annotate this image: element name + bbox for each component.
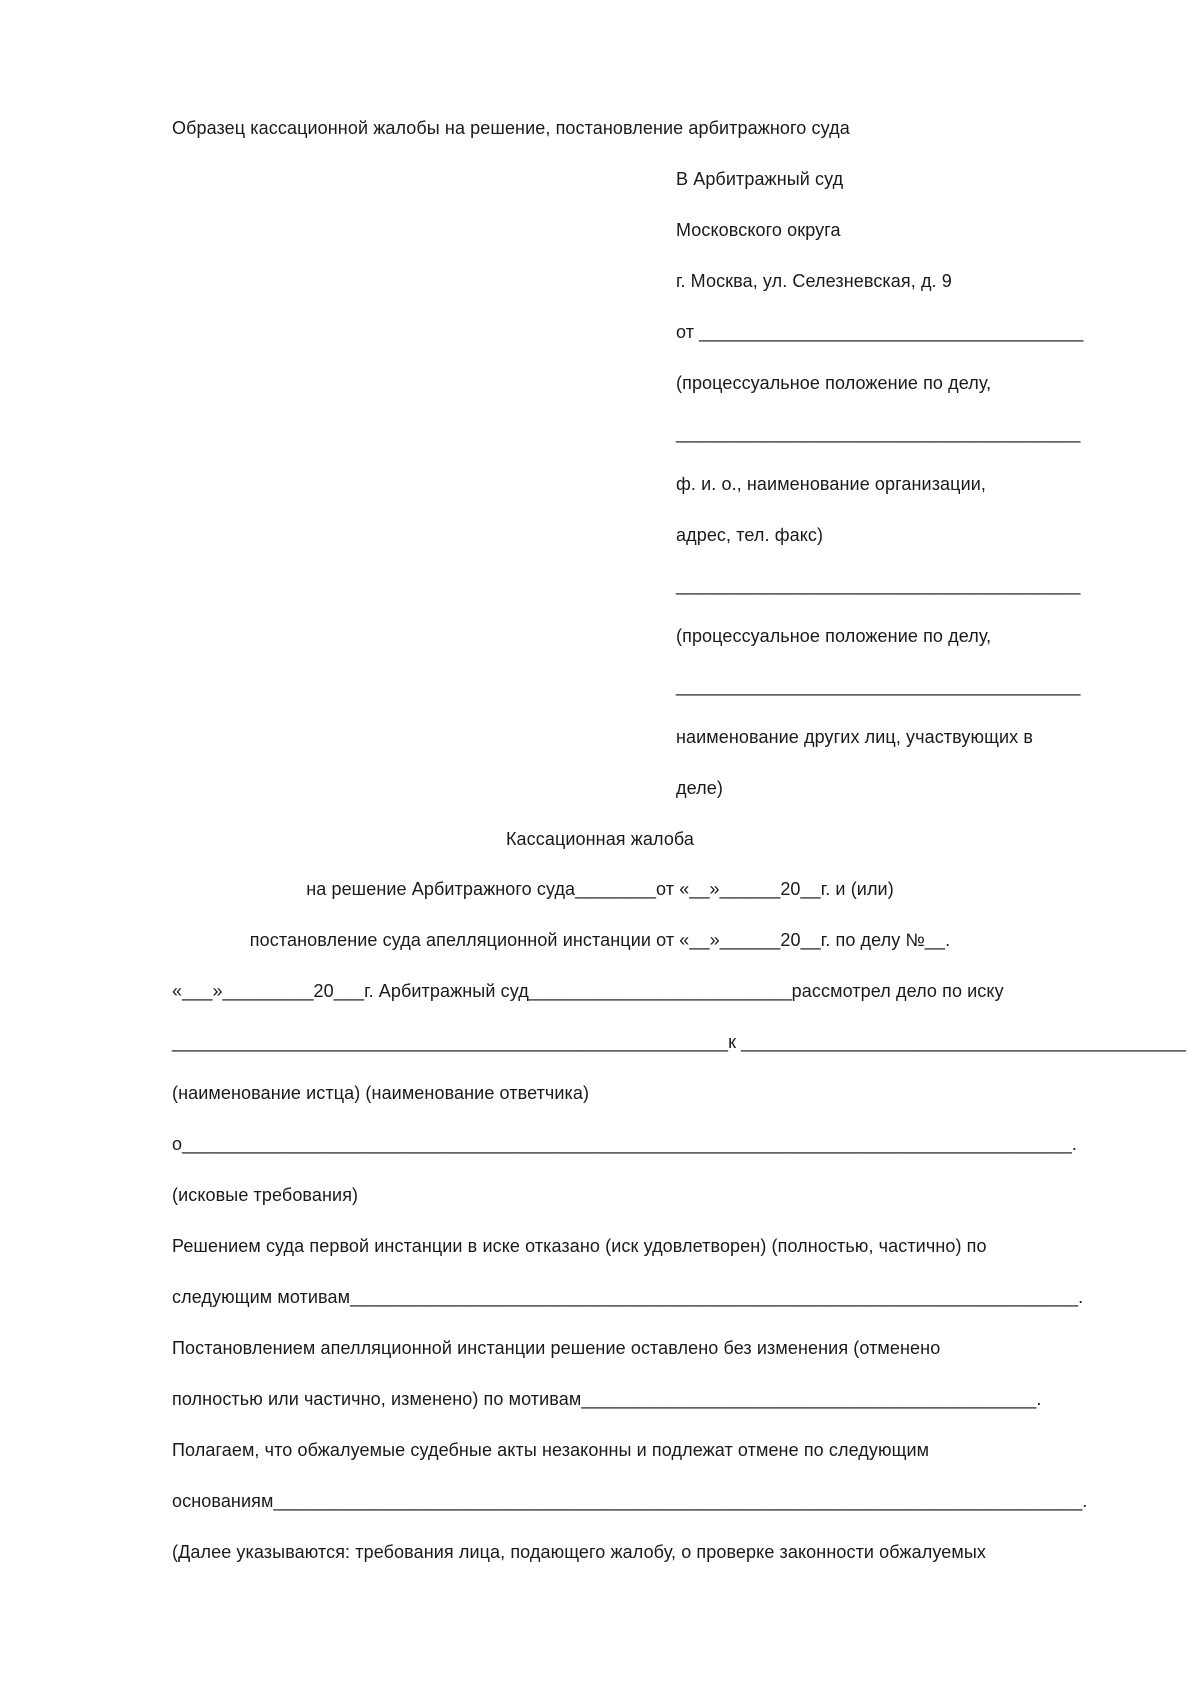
addressee-address: г. Москва, ул. Селезневская, д. 9: [676, 271, 952, 291]
body-line: о________________________________________________________________________________________.: [172, 1134, 1077, 1154]
others-hint: наименование других лиц, участвующих в: [676, 727, 1034, 747]
blank-line-1: ________________________________________: [676, 423, 1081, 443]
others-hint-end: деле): [676, 778, 723, 798]
body-line: основаниям________________________________________________________________________________.: [172, 1491, 1088, 1511]
body-line: Постановлением апелляционной инстанции решение оставлено без изменения (отменено: [172, 1338, 941, 1358]
body-line: (наименование истца) (наименование ответчика): [172, 1083, 590, 1103]
body-line: «___»_________20___г. Арбитражный суд__________________________рассмотрел дело по иску: [172, 981, 1004, 1001]
complaint-heading: Кассационная жалоба: [505, 829, 695, 849]
addressee-district: Московского округа: [676, 220, 841, 240]
procedural-hint-2: (процессуальное положение по делу,: [676, 626, 992, 646]
complaint-subheading-2: постановление суда апелляционной инстанции от «__»______20__г. по делу №__.: [249, 930, 951, 950]
body-line: _______________________________________________________к ____________________________________________: [172, 1032, 1187, 1052]
body-line: Полагаем, что обжалуемые судебные акты незаконны и подлежат отмене по следующим: [172, 1440, 930, 1460]
blank-line-2: ________________________________________: [676, 575, 1081, 595]
blank-line-3: ________________________________________: [676, 676, 1081, 696]
addressee-court: В Арбитражный суд: [676, 169, 844, 189]
document-title: Образец кассационной жалобы на решение, постановление арбитражного суда: [172, 118, 850, 138]
body-line: полностью или частично, изменено) по мотивам_____________________________________________.: [172, 1389, 1042, 1409]
body-line: следующим мотивам________________________________________________________________________.: [172, 1287, 1084, 1307]
body-line: (исковые требования): [172, 1185, 359, 1205]
body-line: Решением суда первой инстанции в иске отказано (иск удовлетворен) (полностью, частично) по: [172, 1236, 987, 1256]
procedural-hint-1: (процессуальное положение по делу,: [676, 373, 992, 393]
complaint-subheading-1: на решение Арбитражного суда________от «__»______20__г. и (или): [306, 879, 894, 899]
body-line: (Далее указываются: требования лица, подающего жалобу, о проверке законности обжалуемых: [172, 1542, 986, 1562]
from-line: от ______________________________________: [676, 322, 1084, 342]
party-hint: ф. и. о., наименование организации,: [676, 474, 986, 494]
contact-hint: адрес, тел. факс): [676, 525, 824, 545]
